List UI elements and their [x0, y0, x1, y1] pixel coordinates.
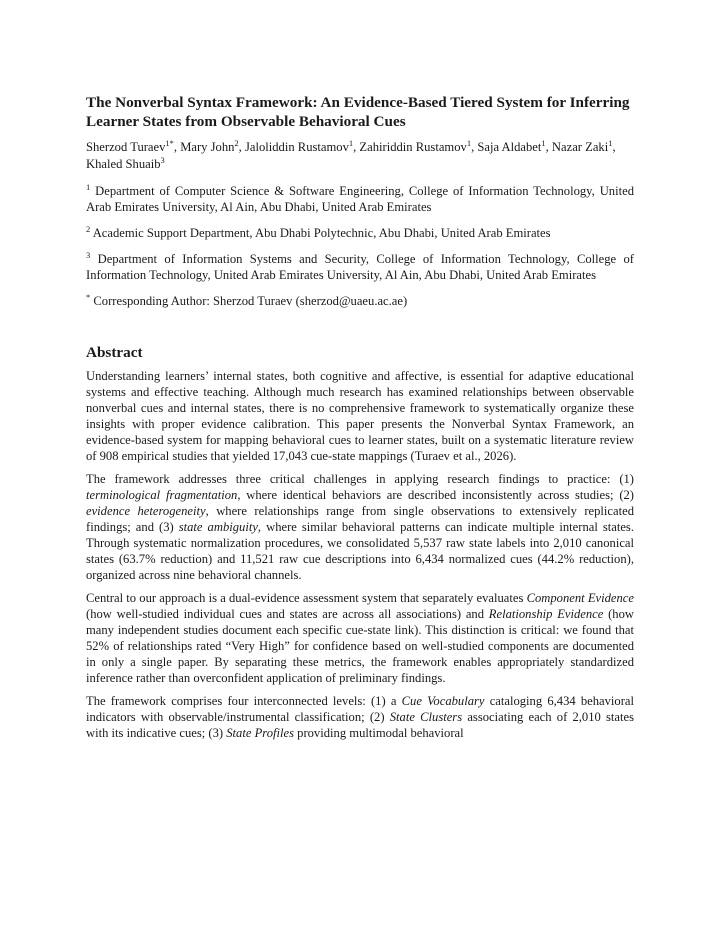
abstract-text: (how well-studied individual cues and states are across all associations) and	[86, 607, 489, 621]
author-affiliation-marker: 3	[160, 154, 165, 165]
affiliation-text: Academic Support Department, Abu Dhabi Polytechnic, Abu Dhabi, United Arab Emirates	[90, 226, 551, 240]
author-name: Saja Aldabet	[477, 140, 542, 154]
abstract-text: cataloging 6,434 behavioral indicators with observable/instrumental classification; (2)	[86, 694, 635, 724]
paper-title: The Nonverbal Syntax Framework: An Evidence-Based Tiered System for Inferring Learner States from Observable Behavioral Cues	[86, 94, 630, 130]
author-name: Sherzod Turaev	[86, 140, 166, 154]
affiliation	[86, 183, 634, 215]
abstract-text: , where identical behaviors are described inconsistently across studies; (2)	[237, 488, 635, 502]
affiliation-marker: 1	[86, 181, 91, 192]
emphasized-term: State Clusters	[389, 710, 463, 724]
affiliation-text: Department of Computer Science & Software Engineering, College of Information Technology, United Arab Emirates University, Al Ain, Abu Dhabi, United Arab Emirates	[86, 184, 634, 214]
abstract-text: , where relationships range from single observations to extensively replicated findings; and (3)	[86, 504, 634, 534]
abstract-text: (how many independent studies document each specific cue-state link). This distinction is critical: we found that 52% of relationships rated “Very High” for confidence based on well-studied components are documented in only a single paper. By separating these metrics, the framework enables appropriately standardized inference rather than overconfident application of preliminary findings.	[86, 607, 635, 685]
author	[551, 137, 613, 154]
author	[359, 137, 472, 154]
affiliation-list	[86, 183, 634, 283]
author-affiliation-marker: 1	[608, 137, 613, 148]
author-name: Mary John	[180, 140, 235, 154]
author-affiliation-marker: 1	[466, 137, 472, 148]
emphasized-term: State Profiles	[226, 726, 294, 740]
abstract-text: The framework addresses three critical challenges in applying research findings to practice: (1)	[86, 472, 634, 486]
corresponding-marker: *	[86, 291, 91, 302]
abstract-paragraph	[86, 368, 634, 464]
author	[86, 137, 174, 154]
author-list: Sherzod Turaev$^{1*}$, Mary John$^2$, Jaloliddin Rustamov$^1$, Zahiriddin Rustamov$^1$, Saja Aldabet$^1$, Nazar Zaki$^1$, Khaled Shuaib$^3$	[86, 137, 616, 171]
abstract-body	[86, 368, 634, 741]
emphasized-term: state ambiguity	[178, 520, 258, 534]
author-affiliation-marker: 1*	[165, 137, 174, 148]
corresponding-author	[86, 293, 634, 309]
abstract-text: providing multimodal behavioral	[294, 726, 464, 740]
affiliation-marker: 3	[86, 249, 91, 260]
affiliation	[86, 251, 634, 283]
author-affiliation-marker: 1	[541, 137, 546, 148]
author-name: Nazar Zaki	[551, 140, 609, 154]
abstract-text: The framework comprises four interconnected levels: (1) a	[86, 694, 402, 708]
abstract-text: Understanding learners’ internal states, both cognitive and affective, is essential for adaptive educational systems and effective teaching. Although much research has examined relationships between observable nonverbal cues and internal states, there is no comprehensive framework to systematically organize these insights with proper evidence calibration. This paper presents the Nonverbal Syntax Framework, an evidence-based system for mapping behavioral cues to learner states, built on a systematic literature review of 908 empirical studies that yielded 17,043 cue-state mappings (Turaev et al., 2026).	[86, 369, 634, 463]
author	[244, 137, 354, 154]
affiliation-marker: 2	[86, 223, 91, 234]
abstract-paragraph	[86, 693, 634, 741]
emphasized-term: terminological fragmentation	[86, 488, 238, 502]
abstract-paragraph	[86, 471, 634, 583]
corresponding-text: Corresponding Author: Sherzod Turaev (sherzod@uaeu.ac.ae)	[93, 294, 408, 308]
abstract-text: , where similar behavioral patterns can indicate multiple internal states. Through systematic normalization procedures, we consolidated 5,537 raw state labels into 2,010 canonical states (63.7% reduction) and 11,521 raw cue descriptions into 6,434 normalized cues (44.2% reduction), organized across nine behavioral channels.	[86, 520, 634, 582]
author	[180, 137, 239, 154]
author-affiliation-marker: 1	[348, 137, 354, 148]
emphasized-term: evidence heterogeneity	[86, 504, 206, 518]
author	[477, 137, 546, 154]
author	[86, 154, 165, 171]
author-name: Jaloliddin Rustamov	[244, 140, 349, 154]
abstract-text: Central to our approach is a dual-evidence assessment system that separately evaluates	[86, 591, 527, 605]
affiliation-text: Department of Information Systems and Security, College of Information Technology, College of Information Technology, United Arab Emirates University, Al Ain, Abu Dhabi, United Arab Emirates	[86, 252, 634, 282]
emphasized-term: Relationship Evidence	[488, 607, 604, 621]
author-name: Zahiriddin Rustamov	[359, 140, 467, 154]
abstract-paragraph	[86, 590, 634, 686]
author-affiliation-marker: 2	[234, 137, 239, 148]
abstract-text: associating each of 2,010 states with its indicative cues; (3)	[86, 710, 634, 740]
author-name: Khaled Shuaib	[86, 157, 161, 171]
emphasized-term: Component Evidence	[526, 591, 634, 605]
abstract-heading: Abstract	[86, 344, 143, 361]
emphasized-term: Cue Vocabulary	[401, 694, 485, 708]
affiliation	[86, 225, 634, 241]
